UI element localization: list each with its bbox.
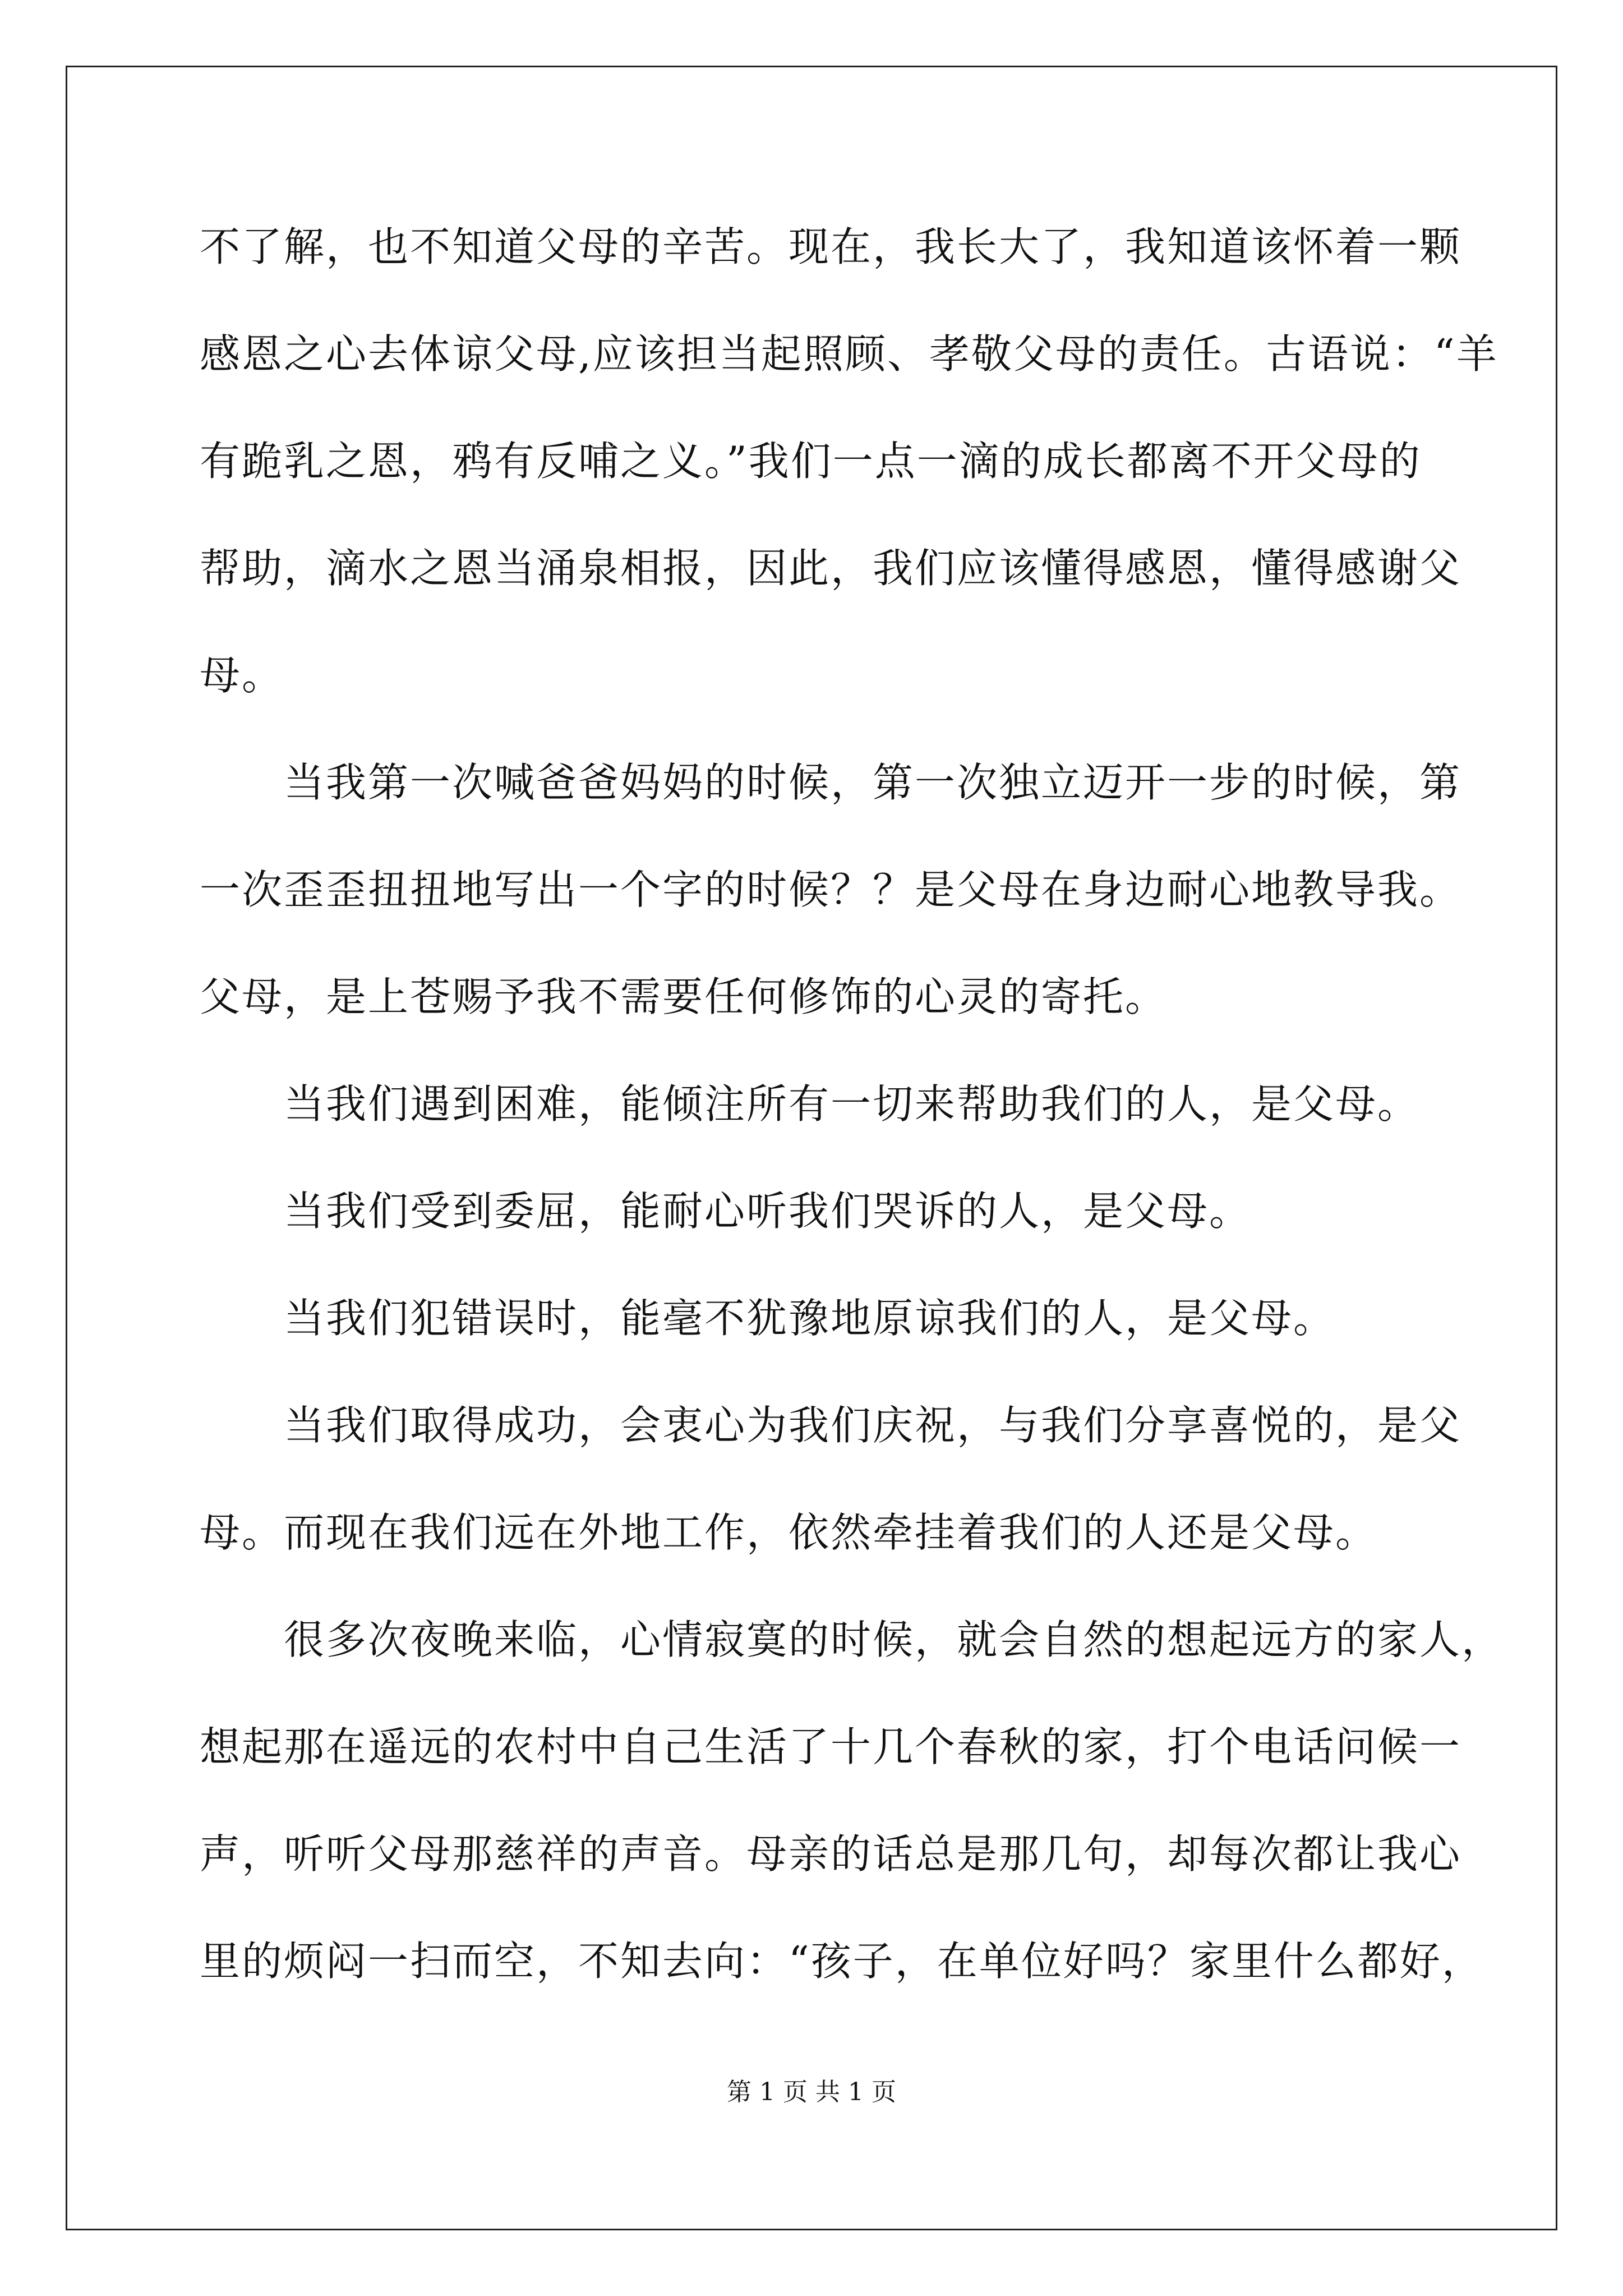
text-line: 声，听听父母那慈祥的声音。母亲的话总是那几句，却每次都让我心 xyxy=(200,1830,1462,1878)
text-line: 父母，是上苍赐予我不需要任何修饰的心灵的寄托。 xyxy=(200,973,1168,1020)
text-line: 想起那在遥远的农村中自己生活了十几个春秋的家，打个电话问候一 xyxy=(200,1723,1462,1770)
paragraph-start-line: 当我们遇到困难，能倾注所有一切来帮助我们的人，是父母。 xyxy=(284,1080,1420,1128)
paragraph-start-line: 当我第一次喊爸爸妈妈的时候，第一次独立迈开一步的时候，第 xyxy=(284,759,1462,806)
text-line: 帮助，滴水之恩当涌泉相报，因此，我们应该懂得感恩，懂得感谢父 xyxy=(200,545,1462,592)
page-border xyxy=(66,66,1557,2230)
page-number-footer: 第 1 页 共 1 页 xyxy=(727,2078,896,2106)
text-line: 感恩之心去体谅父母,应该担当起照顾、孝敬父母的责任。古语说：“羊 xyxy=(200,330,1498,378)
text-line: 里的烦闷一扫而空，不知去向：“孩子，在单位好吗？家里什么都好， xyxy=(200,1938,1484,1985)
paragraph-start-line: 很多次夜晚来临，心情寂寞的时候，就会自然的想起远方的家人， xyxy=(284,1616,1504,1663)
text-line: 母。 xyxy=(200,652,284,699)
text-line: 有跪乳之恩，鸦有反哺之义。”我们一点一滴的成长都离不开父母的 xyxy=(200,438,1422,485)
paragraph-start-line: 当我们受到委屈，能耐心听我们哭诉的人，是父母。 xyxy=(284,1188,1252,1235)
paragraph-start-line: 当我们犯错误时，能毫不犹豫地原谅我们的人，是父母。 xyxy=(284,1295,1336,1342)
text-line: 一次歪歪扭扭地写出一个字的时候？？是父母在身边耐心地教导我。 xyxy=(200,866,1462,913)
paragraph-start-line: 当我们取得成功，会衷心为我们庆祝，与我们分享喜悦的，是父 xyxy=(284,1402,1462,1449)
text-line: 不了解，也不知道父母的辛苦。现在，我长大了，我知道该怀着一颗 xyxy=(200,223,1462,270)
text-line: 母。而现在我们远在外地工作，依然牵挂着我们的人还是父母。 xyxy=(200,1509,1378,1556)
